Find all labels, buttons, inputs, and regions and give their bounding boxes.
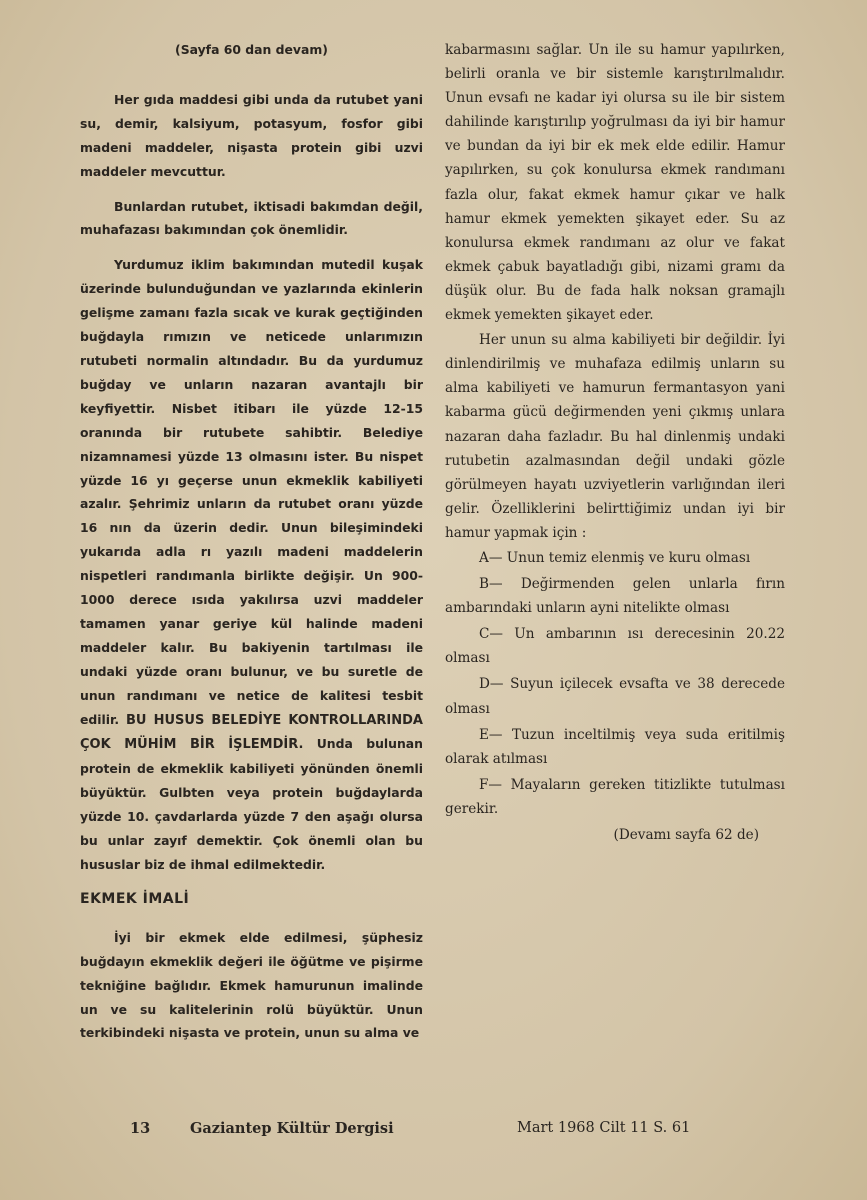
page-number: 13: [130, 1120, 151, 1137]
right-column: [445, 38, 785, 848]
journal-title: Gaziantep Kültür Dergisi: [190, 1120, 394, 1137]
paragraph: Her unun su alma kabiliyeti bir değildir. İyi dinlendirilmiş ve muhafaza edilmiş unların su alma kabiliyeti ve hamurun fermantasyon yani kabarma gücü değirmenden yeni çıkmış unlara nazaran daha fazladır. Bu hal dinlenmiş undaki rutubetin azalmasından değil undaki gözle görülmeyen hayatı uzviyetlerin varlığından ileri gelir. Özelliklerini belirttiğimiz undan iyi bir hamur yapmak için :: [445, 332, 785, 541]
list-item: B— Değirmenden gelen unlarla fırın ambarındaki unların ayni nitelikte olması: [445, 576, 785, 617]
continued-from-note: (Sayfa 60 dan devam): [175, 42, 328, 57]
paragraph-text: Yurdumuz iklim bakımından mutedil kuşak üzerinde bulunduğundan ve yazlarında ekinlerin gelişme zamanı fazla sıcak ve kurak geçtiğinden buğdayla rımızın ve neticede unlarımızın rutubeti normalin altındadır. Bu da yurdumuz buğday ve unların nazaran avantajlı bir keyfiyettir. Nisbet itibarı ile yüzde 12-15 oranında bir rutubete sahibtir. Belediye nizamnamesi yüzde 13 olmasını ister. Bu nispet yüzde 16 yı geçerse unun ekmeklik kabiliyeti azalır. Şehrimiz unların da rutubet oranı yüzde 16 nın da üzerin dedir. Unun bileşimindeki yukarıda adla rı yazılı madeni maddelerin nispetleri randımanla birlikte değişir. Un 900-1000 derece ısıda yakılırsa uzvi maddeler tamamen yanar geriye kül halinde madeni maddeler kalır. Bu bakiyenin tartılması ile undaki yüzde oranı bulunur, ve bu suretle de unun randımanı ve netice de kalitesi tesbit edilir.: [80, 257, 423, 727]
continued-to-note: (Devamı sayfa 62 de): [613, 827, 759, 843]
paragraph: Her gıda maddesi gibi unda da rutubet yani su, demir, kalsiyum, potasyum, fosfor gibi madeni maddeler, nişasta protein gibi uzvi maddeler mevcuttur.: [80, 91, 423, 179]
section-heading: EKMEK İMALİ: [80, 890, 190, 907]
paragraph-text: Unda bulunan protein de ekmeklik kabiliyeti yönünden önemli büyüktür. Gulbten veya protein buğdaylarda yüzde 10. çavdarlarda yüzde 7 den aşağı olursa bu unlar zayıf demektir. Çok önemli olan bu hususlar biz de ihmal edilmektedir.: [80, 736, 423, 872]
list-item: D— Suyun içilecek evsafta ve 38 derecede olması: [445, 676, 785, 717]
list-item: C— Un ambarının ısı derecesinin 20.22 olması: [445, 626, 785, 667]
list-item: E— Tuzun inceltilmiş veya suda eritilmiş olarak atılması: [445, 726, 785, 767]
paragraph: İyi bir ekmek elde edilmesi, şüphesiz buğdayın ekmeklik değeri ile öğütme ve pişirme tekniğine bağlıdır. Ekmek hamurunun imalinde un ve su kalitelerinin rolü büyüktür. Unun terkibindeki nişasta ve protein, unun su alma ve: [80, 929, 423, 1041]
list-item: A— Unun temiz elenmiş ve kuru olması: [479, 549, 751, 566]
emphasis-caps: BU HUSUS BELEDİYE KONTROLLARINDA ÇOK MÜHİM BİR İŞLEMDİR.: [80, 712, 423, 753]
list-item: F— Mayaların gereken titizlikte tutulması gerekir.: [445, 776, 785, 817]
issue-info: Mart 1968 Cilt 11 S. 61: [517, 1120, 691, 1136]
paragraph: Bunlardan rutubet, iktisadi bakımdan değil, muhafazası bakımından çok önemlidir.: [80, 198, 423, 238]
paragraph: [80, 253, 423, 877]
paragraph: kabarmasını sağlar. Un ile su hamur yapılırken, belirli oranla ve bir sistemle karıştırılmalıdır. Unun evsafı ne kadar iyi olursa su ile bir sistem dahilinde karıştırılıp yoğrulması da iyi bir hamur ve bundan da iyi bir ek mek elde edilir. Hamur yapılırken, su çok konulursa ekmek randımanı fazla olur, fakat ekmek hamur çıkar ve halk hamur ekmek yemekten şikayet eder. Su az konulursa ekmek randımanı az olur ve fakat ekmek çabuk bayatladığı gibi, nizami gramı da düşük olur. Bu de fada halk noksan gramajlı ekmek yemekten şikayet eder.: [445, 42, 785, 324]
left-column: [80, 38, 423, 1056]
